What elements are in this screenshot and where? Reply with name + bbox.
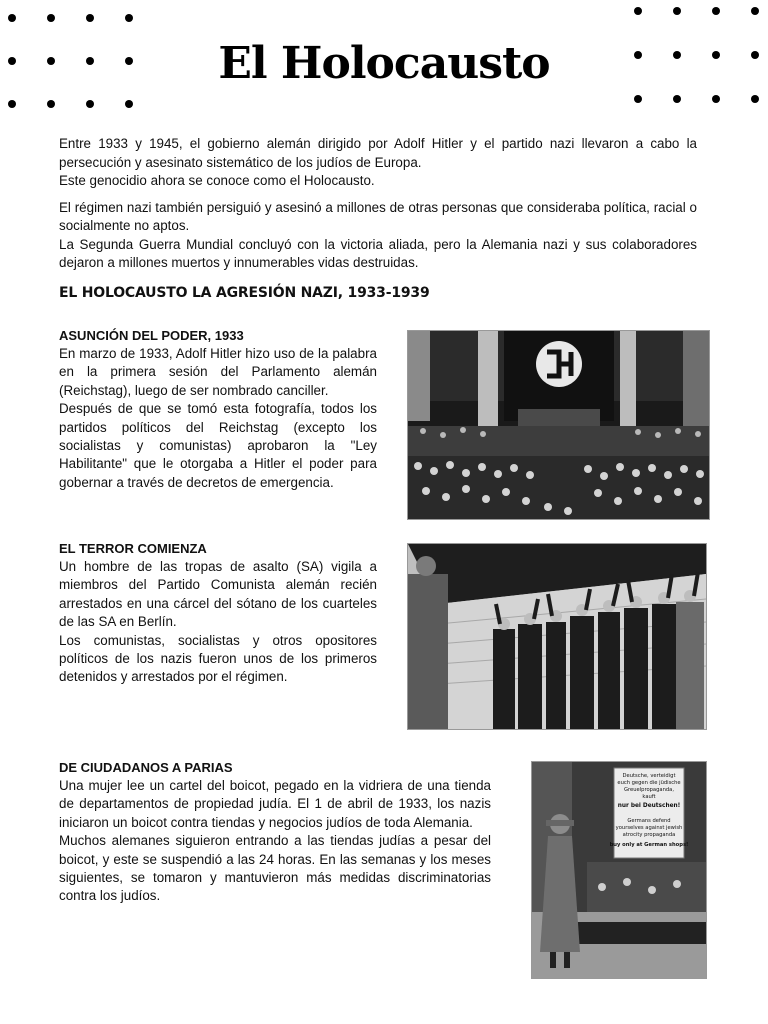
- page-title: El Holocausto: [218, 38, 550, 89]
- poster-line: atrocity propaganda: [622, 832, 676, 838]
- poster-line: Germans defend: [627, 818, 671, 824]
- intro-text: [59, 135, 697, 281]
- section-title: DE CIUDADANOS A PARIAS: [59, 760, 233, 775]
- poster-line: yourselves against jewish: [615, 825, 683, 831]
- poster-line: buy only at German shops!: [609, 842, 689, 848]
- boycott-photo: [531, 761, 707, 979]
- poster-line: euch gegen die jüdische: [617, 780, 681, 786]
- section-paragraph: En marzo de 1933, Adolf Hitler hizo uso de la palabra en la primera sesión del Parlamento alemán (Reichstag), luego de ser nombrado canciller.: [59, 346, 377, 398]
- section-paragraph: Una mujer lee un cartel del boicot, pegado en la vidriera de una tienda de departamentos de propiedad judía. El 1 de abril de 1933, los nazis iniciaron un boicot contra tiendas y negocios judíos de toda Alemania.: [59, 778, 491, 830]
- section-paragraph: Muchos alemanes siguieron entrando a las tiendas judías a pesar del boicot, y este se suspendió a las 24 horas. En las semanas y los meses siguientes, se tomaron y mantuvieron más medidas discriminatorias contra los judíos.: [59, 833, 491, 904]
- section-title: EL TERROR COMIENZA: [59, 541, 207, 556]
- section-paragraph: Los comunistas, socialistas y otros opositores políticos de los nazis fueron unos de los primeros detenidos y arrestados por el régimen.: [59, 632, 377, 685]
- section-asuncion: [59, 327, 377, 492]
- poster-line: Deutsche, verteidigt: [622, 773, 676, 779]
- prisoners-photo: [407, 543, 707, 730]
- section-paragraph: Un hombre de las tropas de asalto (SA) vigila a miembros del Partido Comunista alemán recién arrestados en una cárcel del sótano de los cuarteles de las SA en Berlín.: [59, 559, 377, 630]
- section-title: ASUNCIÓN DEL PODER, 1933: [59, 328, 244, 343]
- intro-paragraph-1: Entre 1933 y 1945, el gobierno alemán dirigido por Adolf Hitler y el partido nazi llevaron a cabo la persecución y asesinato sistemático de los judíos de Europa. Este genocidio ahora se conoce como el Holocausto.: [59, 136, 697, 188]
- poster-line: Greuelpropaganda,: [624, 787, 674, 793]
- section-heading: EL HOLOCAUSTO LA AGRESIÓN NAZI, 1933-1939: [59, 285, 430, 301]
- poster-line: nur bei Deutschen!: [617, 803, 681, 809]
- poster-line: kauft: [642, 794, 656, 800]
- section-terror: [59, 540, 377, 687]
- section-parias: [59, 759, 491, 906]
- section-paragraph: Después de que se tomó esta fotografía, todos los partidos políticos del Reichstag (excepto los socialistas y comunistas) aprobaron la "Ley Habilitante" que le otorgaba a Hitler el poder para gobernar a través de decretos de emergencia.: [59, 401, 377, 490]
- reichstag-photo: [407, 330, 710, 520]
- intro-paragraph-2: El régimen nazi también persiguió y asesinó a millones de otras personas que consideraba política, racial o socialmente no aptos. La Segunda Guerra Mundial concluyó con la victoria aliada, pero la Alemania nazi y sus colaboradores dejaron a millones muertos y innumerables vidas destruidas.: [59, 199, 697, 270]
